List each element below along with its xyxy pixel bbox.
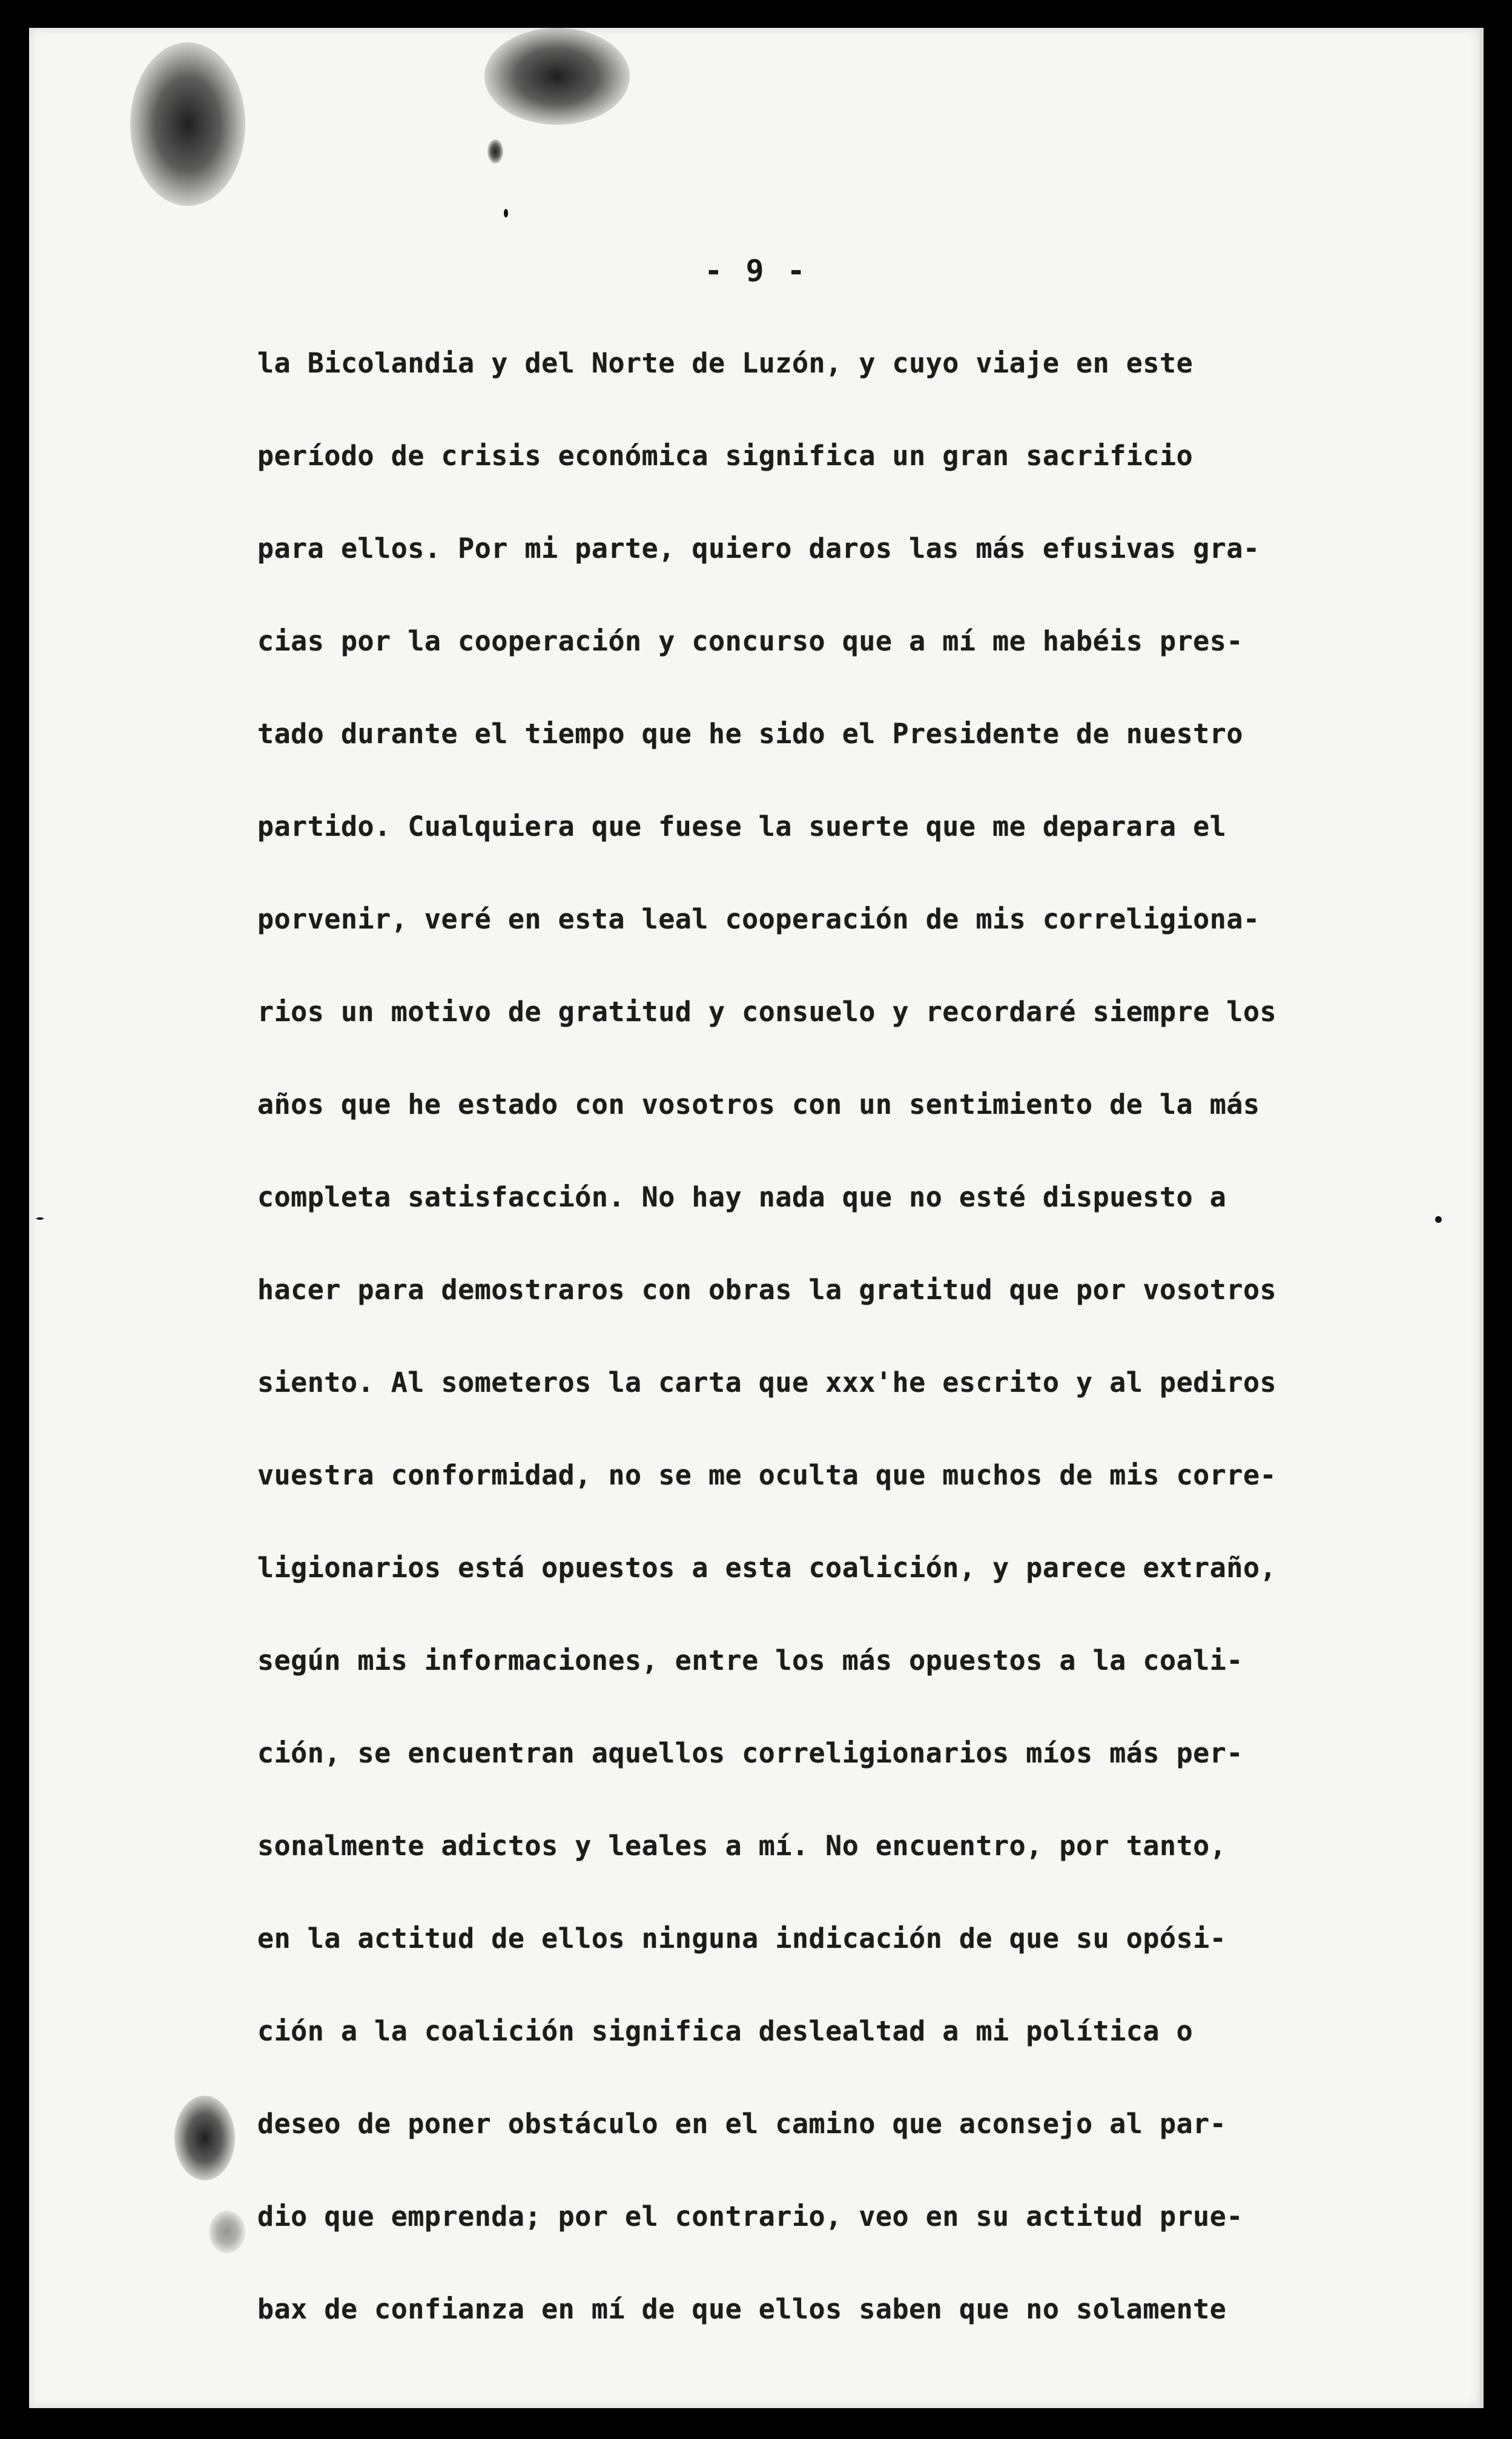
text-line: ción, se encuentran aquellos correligionarios míos más per- <box>257 1737 1243 1769</box>
ink-smudge <box>209 2211 245 2253</box>
text-line: bax de confianza en mí de que ellos saben que no solamente <box>257 2293 1227 2325</box>
text-line: hacer para demostraros con obras la gratitud que por vosotros <box>257 1274 1277 1306</box>
text-line: cias por la cooperación y concurso que a mí me habéis pres- <box>257 625 1243 657</box>
ink-smudge <box>130 42 245 206</box>
ink-speck <box>504 209 508 217</box>
text-line: sonalmente adictos y leales a mí. No encuentro, por tanto, <box>257 1830 1227 1862</box>
text-line: en la actitud de ellos ninguna indicación de que su opósi- <box>257 1922 1227 1954</box>
text-line: años que he estado con vosotros con un sentimiento de la más <box>257 1088 1260 1120</box>
text-line: período de crisis económica significa un gran sacrificio <box>257 440 1193 472</box>
text-line: siento. Al someteros la carta que xxx'he escrito y al pediros <box>257 1366 1277 1398</box>
page-edge <box>1480 28 1484 2408</box>
ink-smudge <box>484 28 630 125</box>
text-line: dio que emprenda; por el contrario, veo en su actitud prue- <box>257 2200 1243 2232</box>
ink-smudge <box>487 139 503 164</box>
text-line: según mis informaciones, entre los más opuestos a la coali- <box>257 1644 1243 1676</box>
text-line: partido. Cualquiera que fuese la suerte que me deparara el <box>257 810 1227 842</box>
ink-smudge <box>174 2096 235 2180</box>
text-line: ligionarios está opuestos a esta coalición, y parece extraño, <box>257 1552 1277 1584</box>
text-line: la Bicolandia y del Norte de Luzón, y cuyo viaje en este <box>257 347 1193 379</box>
text-line: tado durante el tiempo que he sido el Presidente de nuestro <box>257 718 1243 750</box>
text-line: porvenir, veré en esta leal cooperación de mis correligiona- <box>257 903 1260 935</box>
text-line: completa satisfacción. No hay nada que no esté dispuesto a <box>257 1181 1227 1213</box>
text-line: vuestra conformidad, no se me oculta que muchos de mis corre- <box>257 1459 1277 1491</box>
typed-text-body <box>257 345 1335 2384</box>
text-line: ción a la coalición significa deslealtad a mi política o <box>257 2015 1193 2047</box>
ink-speck <box>36 1217 44 1220</box>
ink-speck <box>1435 1216 1442 1223</box>
text-line: rios un motivo de gratitud y consuelo y recordaré siempre los <box>257 996 1277 1028</box>
text-line: para ellos. Por mi parte, quiero daros las más efusivas gra- <box>257 532 1260 564</box>
text-line: deseo de poner obstáculo en el camino que aconsejo al par- <box>257 2108 1227 2140</box>
page-number: - 9 - <box>704 253 808 288</box>
